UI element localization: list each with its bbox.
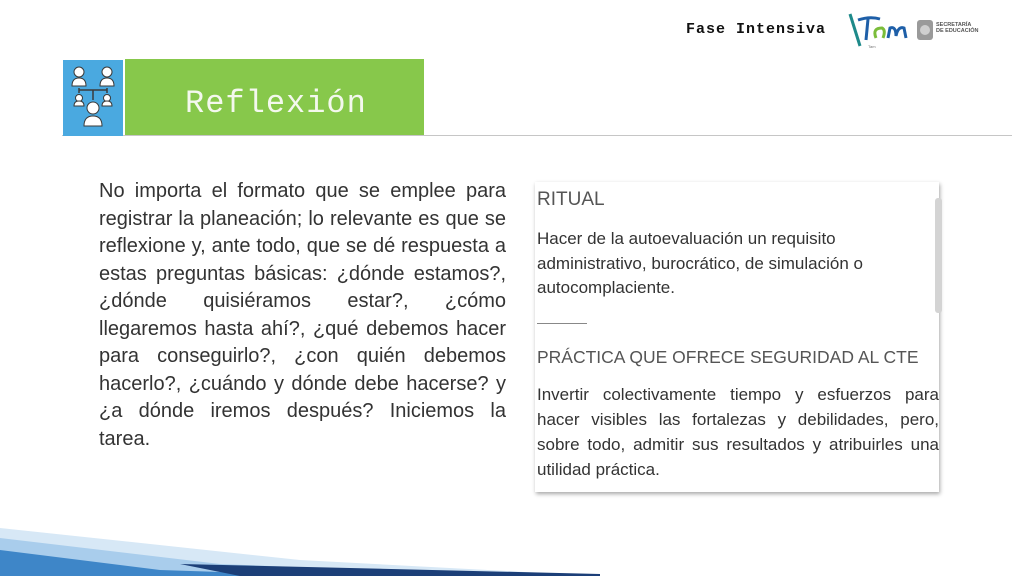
tam-logo <box>846 10 914 50</box>
card-heading-ritual: RITUAL <box>537 189 605 210</box>
comparison-card <box>535 182 939 492</box>
card-divider <box>537 323 587 324</box>
footer-decoration <box>0 520 1024 576</box>
sep-logo <box>915 14 983 46</box>
section-title: Reflexión <box>185 85 367 122</box>
people-org-icon <box>63 60 123 136</box>
sep-line-1: SECRETARÍA <box>936 22 972 28</box>
tam-logo-text: Tam <box>868 44 876 49</box>
left-paragraph: No importa el formato que se emplee para registrar la planeación; lo relevante es que se reflexione y, ante todo, que se dé respuesta a estas preguntas básicas: ¿dónde estamos?, ¿dónde quisiéramos estar?, ¿cómo llegaremos hasta ahí?, ¿qué debemos hacer para conseguirlo?, ¿con quién debemos hacerlo?, ¿cuándo y dónde debe hacerse? y ¿a dónde iremos después? Iniciemos la tarea. <box>99 180 506 450</box>
header-label: Fase Intensiva <box>686 21 827 38</box>
card-text-ritual: Hacer de la autoevaluación un requisito administrativo, burocrático, de simulación o autocomplaciente. <box>537 229 863 297</box>
header-rule <box>62 135 1012 136</box>
card-scrollbar[interactable] <box>935 198 942 313</box>
section-title-box <box>125 59 424 135</box>
card-heading-practice: PRÁCTICA QUE OFRECE SEGURIDAD AL CTE <box>537 347 919 367</box>
card-text-practice: Invertir colectivamente tiempo y esfuerzos para hacer visibles las fortalezas y debilidades, pero, sobre todo, admitir sus resultados y atribuirles una utilidad práctica. <box>537 385 939 479</box>
sep-line-2: DE EDUCACIÓN <box>936 28 979 34</box>
section-icon-box <box>63 60 123 136</box>
